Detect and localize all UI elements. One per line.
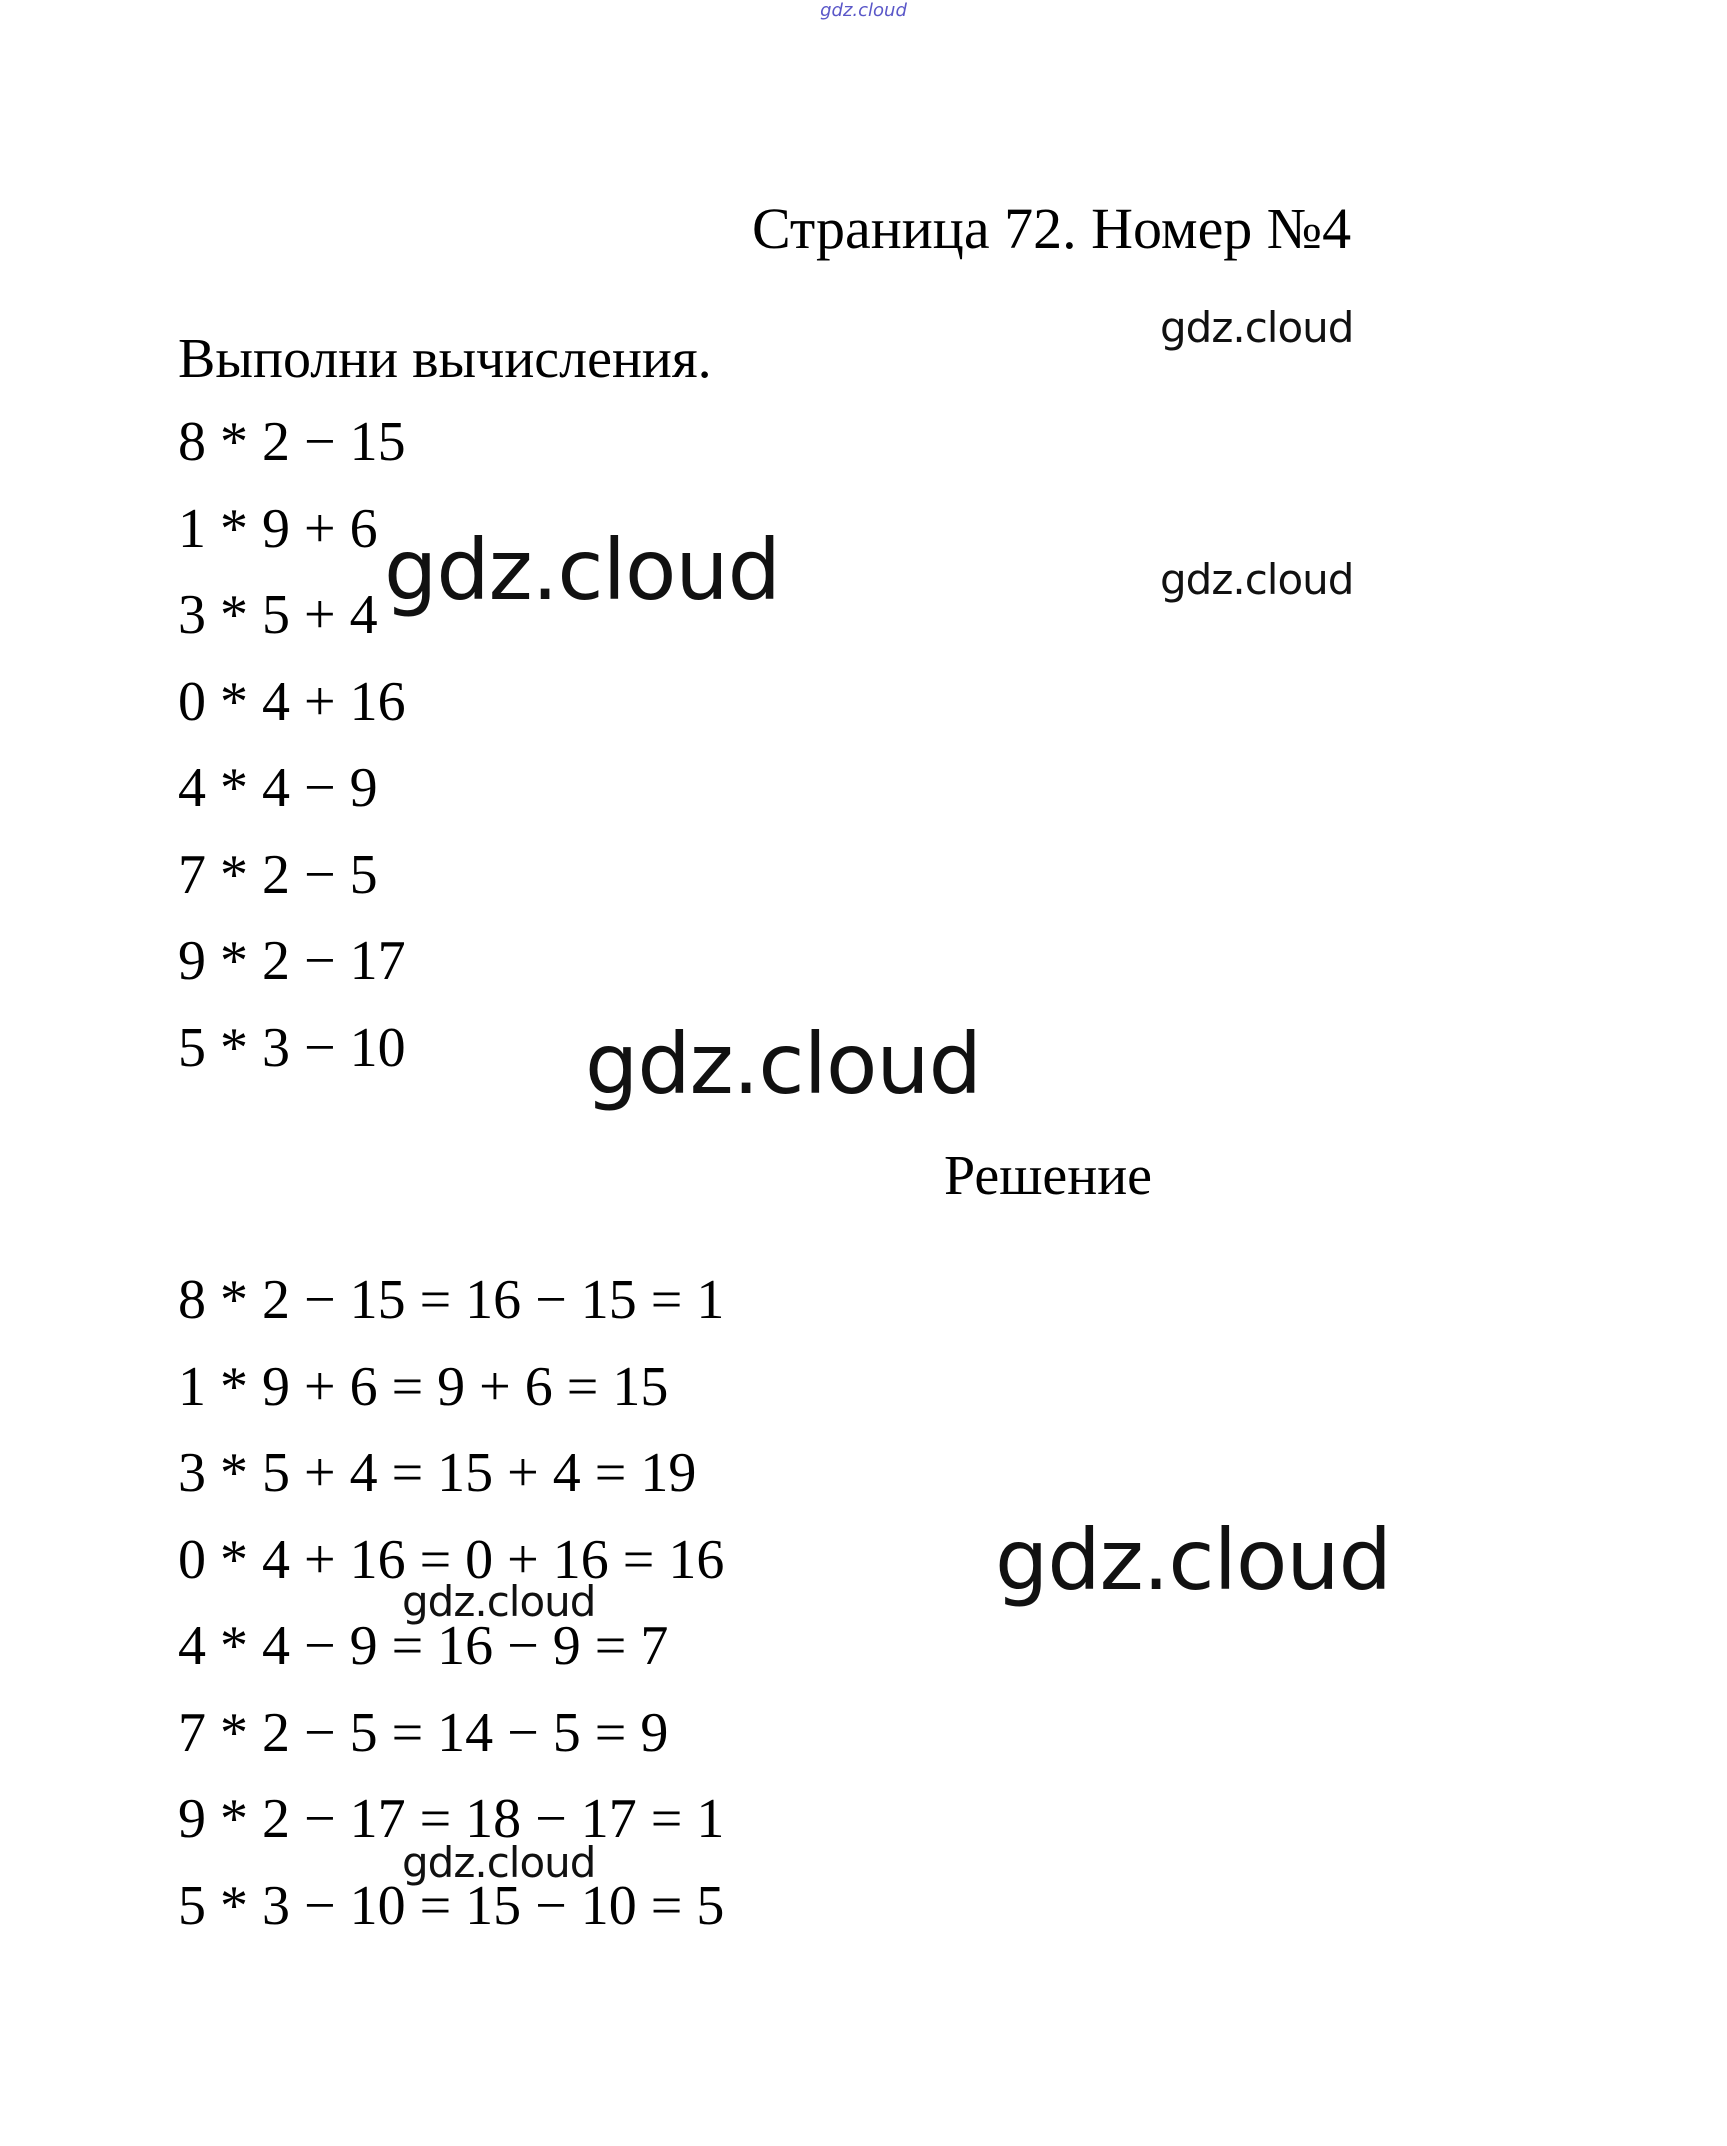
watermark: gdz.cloud xyxy=(402,1577,596,1626)
task-instruction: Выполни вычисления. xyxy=(178,328,712,390)
problem-item: 4 * 4 − 9 xyxy=(178,757,378,819)
problem-item: 9 * 2 − 17 xyxy=(178,930,406,992)
solution-line: 1 * 9 + 6 = 9 + 6 = 15 xyxy=(178,1355,669,1418)
problem-item: 3 * 5 + 4 xyxy=(178,584,378,646)
watermark: gdz.cloud xyxy=(384,521,780,619)
solution-line: 7 * 2 − 5 = 14 − 5 = 9 xyxy=(178,1701,669,1764)
solution-line: 5 * 3 − 10 = 15 − 10 = 5 xyxy=(178,1874,725,1937)
problem-item: 0 * 4 + 16 xyxy=(178,670,406,733)
problem-item: 8 * 2 − 15 xyxy=(178,411,406,473)
problem-item: 1 * 9 + 6 xyxy=(178,497,378,560)
solution-line: 3 * 5 + 4 = 15 + 4 = 19 xyxy=(178,1442,697,1504)
watermark: gdz.cloud xyxy=(995,1511,1391,1609)
watermark: gdz.cloud xyxy=(585,1015,981,1113)
watermark: gdz.cloud xyxy=(402,1838,596,1887)
solution-line: 8 * 2 − 15 = 16 − 15 = 1 xyxy=(178,1269,725,1331)
solution-line: 0 * 4 + 16 = 0 + 16 = 16 xyxy=(178,1528,725,1591)
page-title: Страница 72. Номер №4 xyxy=(752,196,1352,261)
solution-heading: Решение xyxy=(944,1145,1153,1207)
top-watermark: gdz.cloud xyxy=(820,0,907,21)
problem-list xyxy=(178,406,406,1098)
solution-line: 9 * 2 − 17 = 18 − 17 = 1 xyxy=(178,1788,725,1850)
problem-item: 7 * 2 − 5 xyxy=(178,843,378,906)
solution-line: 4 * 4 − 9 = 16 − 9 = 7 xyxy=(178,1615,669,1677)
watermark: gdz.cloud xyxy=(1160,555,1354,604)
problem-item: 5 * 3 − 10 xyxy=(178,1016,406,1079)
watermark: gdz.cloud xyxy=(1160,303,1354,352)
